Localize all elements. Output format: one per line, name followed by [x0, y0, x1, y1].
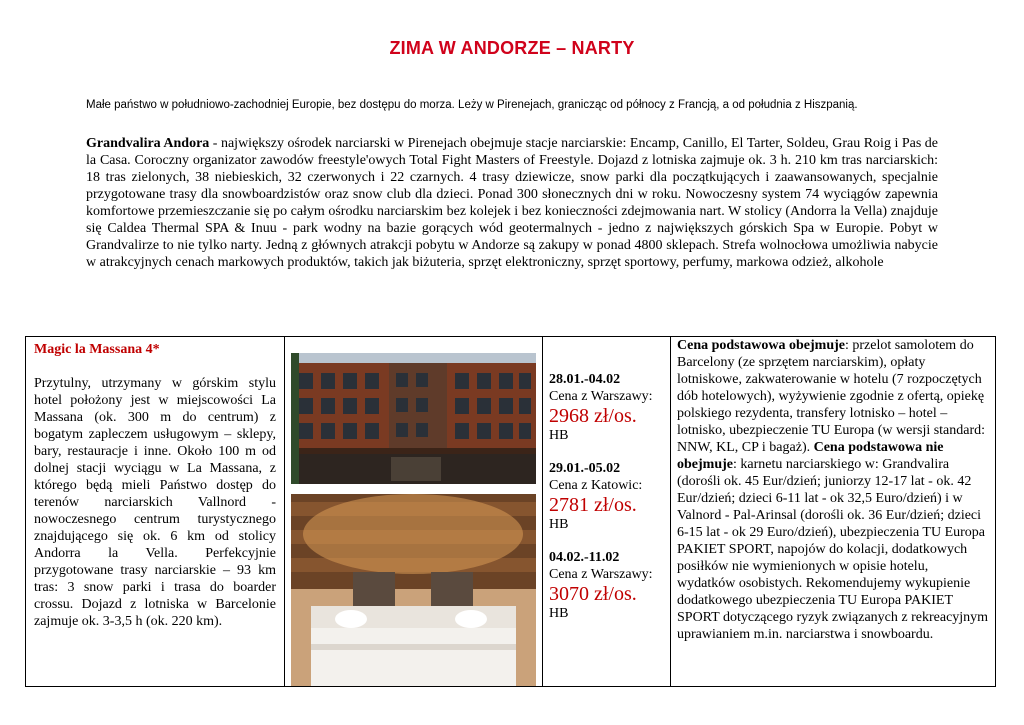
offer-table — [25, 336, 996, 687]
term-board: HB — [549, 606, 569, 621]
term-price: 2781 zł/os. — [549, 494, 637, 516]
included-label: Cena podstawowa obejmuje — [677, 338, 845, 353]
hotel-cell — [26, 337, 285, 687]
resort-description-text: - największy ośrodek narciarski w Pirenejach obejmuje stacje narciarskie: Encamp, Canillo, El Tarter, Soldeu, Grau Roig i Pas de la Casa. Coroczny organizator zawodów freestyle'owych Total Fight Masters of Freestyle. Dojazd z lotniska zajmuje ok. 3 h. 210 km tras narciarskich: 18 tras zielonych, 38 niebieskich, 32 czerwonych i 22 czarnych. 4 trasy dziewicze, snow parki dla początkujących i zaawansowanych, specjalnie przygotowane trasy dla snowboardzistów oraz snow club dla dzieci. Ponad 300 słonecznych dni w roku. Nowoczesny system 74 wyciągów zapewnia komfortowe przemieszczanie się po całym ośrodku narciarskim bez kolejek i bez konieczności zdejmowania nart. W stolicy (Andorra la Vella) znajduje się Caldea Thermal SPA & Inuu - park wodny na bazie gorących wód geotermalnych - jedno z największych górskich Spa w Europie. Pobyt w Grandvalirze to nie tylko narty. Jedną z głównych atrakcji pobytu w Andorze są zakupy w ponad 4800 sklepach. Strefa wolnocłowa umożliwia nabycie w atrakcyjnych cenach markowych produktów, takich jak biżuteria, sprzęt elektroniczny, sprzęt sportowy, perfumy, markowa odzież, alkohole — [86, 136, 939, 270]
term-dates: 28.01.-04.02 — [549, 372, 621, 387]
offer-row — [26, 337, 996, 687]
term-item — [549, 549, 664, 622]
conditions-cell — [671, 337, 996, 687]
hotel-name: Magic la Massana 4* — [34, 342, 160, 357]
hotel-room-photo — [291, 494, 536, 686]
term-departure: Cena z Warszawy: — [549, 567, 653, 582]
hotel-exterior-photo — [291, 353, 536, 484]
term-board: HB — [549, 428, 569, 443]
page-title: ZIMA W ANDORZE – NARTY — [389, 38, 635, 58]
excluded-text: : karnetu narciarskiego w: Grandvalira (dorośli ok. 45 Eur/dzień; juniorzy 12-17 lat - ok. 42 Eur/dzień; dzieci 6-11 lat - ok 32,5 Euro/dzień) i w Valnord - Pal-Arinsal (dorośli ok. 36 Eur/dzień; dzieci 6-15 lat - ok 29 Euro/dzień), ubezpieczenia TU Europa PAKIET SPORT, napojów do kolacji, dodatkowych posiłków nie wymienionych w opisie hotelu, wydatków osobistych. Rekomendujemy wykupienie dodatkowego ubezpieczenia TU Europa PAKIET SPORT dotyczącego ryzyk związanych z rekreacyjnym uprawianiem m.in. narciarstwa i snowboardu. — [677, 457, 989, 642]
term-dates: 29.01.-05.02 — [549, 461, 621, 476]
price-conditions — [671, 337, 995, 647]
term-board: HB — [549, 517, 569, 532]
term-price: 2968 zł/os. — [549, 405, 637, 427]
term-departure: Cena z Katowic: — [549, 478, 643, 493]
term-departure: Cena z Warszawy: — [549, 389, 653, 404]
photos-cell — [285, 337, 543, 687]
intro-text: Małe państwo w południowo-zachodniej Europie, bez dostępu do morza. Leży w Pirenejach, granicząc od północy z Francją, a od południa z Hiszpanią. — [86, 99, 858, 111]
included-text: : przelot samolotem do Barcelony (ze sprzętem narciarskim), opłaty lotniskowe, zakwaterowanie w hotelu (7 rozpoczętych dób hotelowych), wyżywienie zgodnie z ofertą, opiekę polskiego rezydenta, transfery lotnisko – hotel – lotnisko, ubezpieczenie TU Europa (w wersji standard: NNW, KL, CP i bagaż). — [677, 338, 986, 455]
resort-description — [86, 135, 938, 271]
term-item — [549, 460, 664, 533]
resort-name: Grandvalira Andora — [86, 136, 210, 151]
term-price: 3070 zł/os. — [549, 583, 637, 605]
term-dates: 04.02.-11.02 — [549, 550, 620, 565]
term-item — [549, 371, 664, 444]
excluded-label: Cena podstawowa nie obejmuje — [677, 440, 944, 472]
hotel-description: Przytulny, utrzymany w górskim stylu hotel położony jest w miejscowości La Massana (ok. 300 m do centrum) z bogatym zapleczem usługowym – sklepy, bary, restauracje i inne. Około 100 m od dolnej stacji wyciągu w La Massana, z którego będą mieli Państwo dostęp do terenów narciarskich Vallnord - nowoczesnego centrum turystycznego znajdującego się ok. 6 km od stolicy Andorra la Vella. Perfekcyjnie przygotowane trasy narciarskie – 93 km tras: 3 snow parki i trasa do boarder crossu. Dojazd z lotniska w Barcelonie zajmuje ok. 3-3,5 h (ok. 220 km). — [34, 376, 276, 629]
prices-cell — [543, 337, 671, 687]
